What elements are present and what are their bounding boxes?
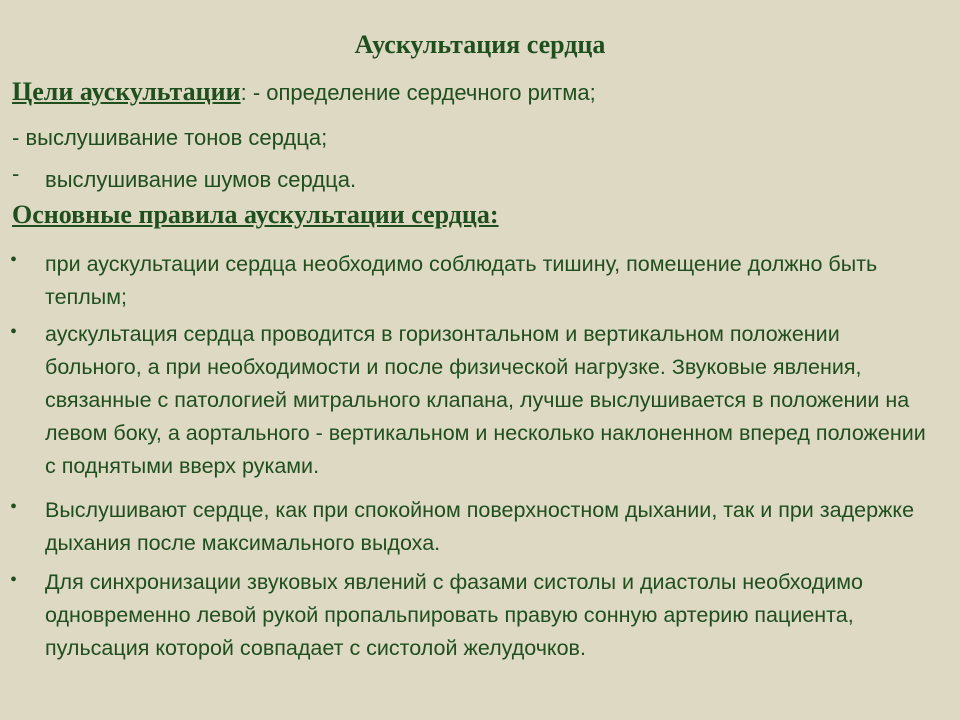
- rules-heading: Основные правила аускультации сердца:: [12, 200, 499, 229]
- bullet-marker: •: [10, 496, 18, 518]
- goal-item-rhythm: - определение сердечного ритма;: [246, 80, 596, 105]
- rule-item-3: Выслушивают сердце, как при спокойном поверхностном дыхании, так и при задержке дыхания после максимального выдоха.: [45, 498, 915, 555]
- goals-separator: :: [240, 80, 247, 105]
- rule-item-1: при аускультации сердца необходимо соблюдать тишину, помещение должно быть теплым;: [45, 252, 878, 309]
- bullet-marker: •: [10, 569, 18, 591]
- goal-dash-marker: -: [12, 161, 20, 186]
- bullet-marker: •: [10, 321, 18, 343]
- goal-item-tones: - выслушивание тонов сердца;: [12, 125, 328, 150]
- bullet-marker: •: [10, 249, 18, 271]
- goals-line: [12, 77, 596, 107]
- goal-item-murmurs: выслушивание шумов сердца.: [45, 167, 357, 192]
- rule-item-4: Для синхронизации звуковых явлений с фазами систолы и диастолы необходимо одновременно левой рукой пропальпировать правую сонную артерию пациента, пульсация которой совпадает с систолой желудочков.: [45, 570, 863, 660]
- rule-item-2: аускультация сердца проводится в горизонтальном и вертикальном положении больного, а при необходимости и после физической нагрузке. Звуковые явления, связанные с патологией митрального клапана, лучше выслушивается в положении на левом боку, а аортального - вертикальном и несколько наклоненном вперед положении с поднятыми вверх руками.: [45, 322, 926, 478]
- goals-heading: Цели аускультации: [12, 77, 241, 106]
- slide-title: Аускультация сердца: [354, 30, 606, 59]
